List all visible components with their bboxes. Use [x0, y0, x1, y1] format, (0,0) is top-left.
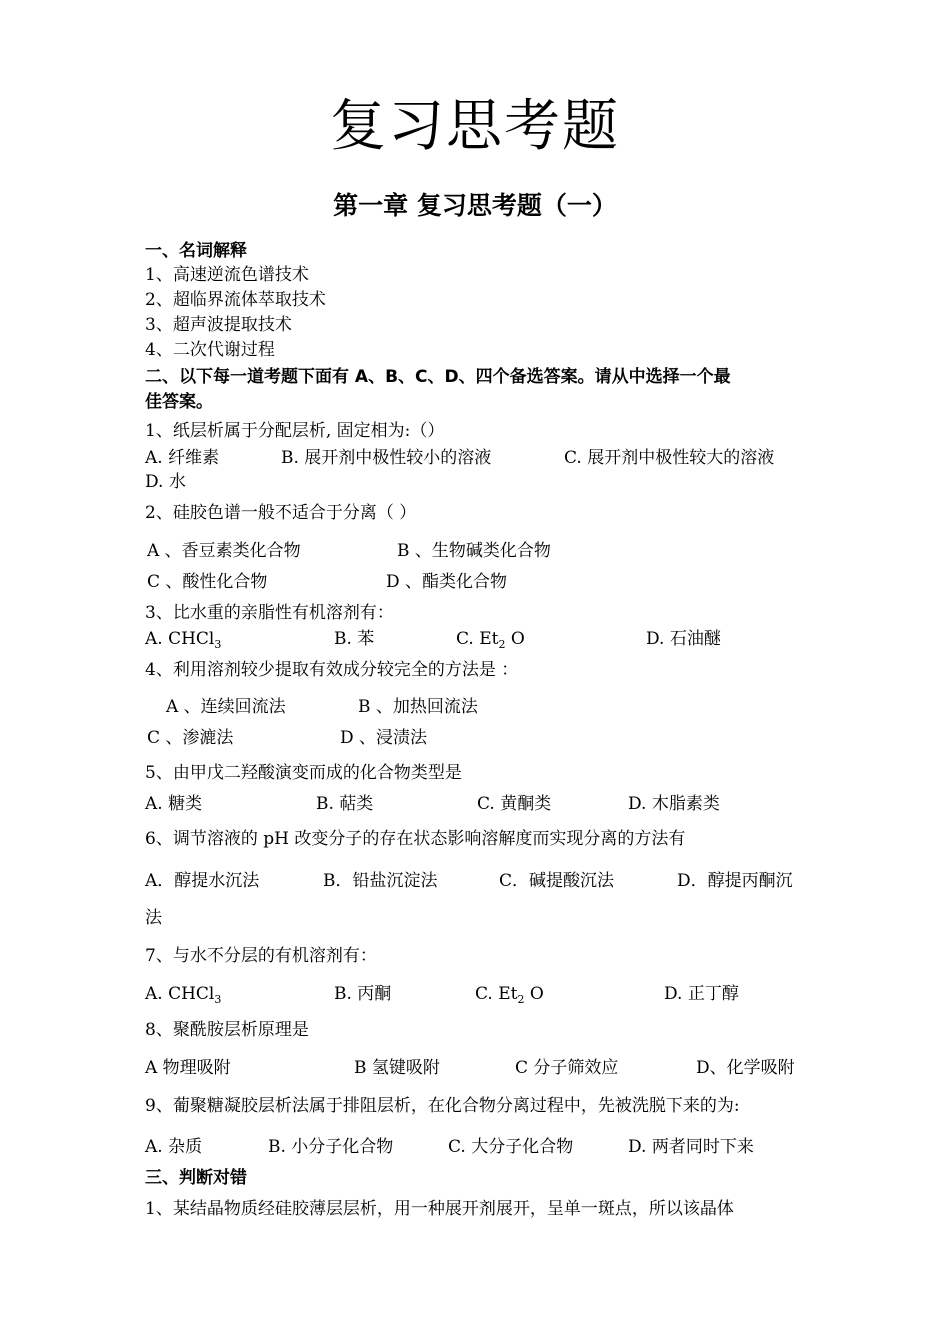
term-item: 3、超声波提取技术	[145, 315, 292, 335]
option-d: D. 水	[145, 472, 186, 492]
option-a: A 物理吸附	[145, 1058, 231, 1078]
option-d: D. 木脂素类	[628, 794, 720, 814]
option-c: C. $Et_2$ O	[456, 629, 525, 651]
option-c: C 、渗漉法	[147, 728, 234, 748]
option-d: D 、酯类化合物	[386, 572, 508, 592]
question-stem: 3、比水重的亲脂性有机溶剂有：	[145, 603, 394, 623]
section-heading-terms: 一、名词解释	[145, 241, 247, 261]
option-b: B 、生物碱类化合物	[397, 541, 551, 561]
option-d-continuation: 法	[145, 908, 162, 928]
option-c: C．碱提酸沉法	[499, 871, 615, 891]
option-d: D. 正丁醇	[664, 984, 739, 1004]
option-a: A 、连续回流法	[166, 697, 286, 717]
term-item: 1、高速逆流色谱技术	[145, 265, 309, 285]
option-c: C. 大分子化合物	[448, 1137, 574, 1157]
option-b: B．铅盐沉淀法	[323, 871, 438, 891]
term-item: 4、二次代谢过程	[145, 340, 275, 360]
option-a: A. 糖类	[145, 794, 203, 814]
option-c: C. 黄酮类	[477, 794, 552, 814]
question-stem: 9、葡聚糖凝胶层析法属于排阻层析，在化合物分离过程中，先被洗脱下来的为:	[145, 1096, 740, 1116]
option-b: B. 展开剂中极性较小的溶液	[281, 448, 492, 468]
option-d: D、化学吸附	[696, 1058, 795, 1078]
true-false-item: 1、某结晶物质经硅胶薄层层析，用一种展开剂展开，呈单一斑点，所以该晶体	[145, 1199, 734, 1219]
option-d: D 、浸渍法	[340, 728, 428, 748]
option-c: C. 展开剂中极性较大的溶液	[564, 448, 775, 468]
option-b: B. 萜类	[316, 794, 374, 814]
term-item: 2、超临界流体萃取技术	[145, 290, 326, 310]
question-stem: 4、利用溶剂较少提取有效成分较完全的方法是 ：	[145, 660, 519, 680]
chapter-title: 第一章 复习思考题（一）	[333, 191, 617, 220]
option-c: C 分子筛效应	[515, 1058, 619, 1078]
question-stem: 6、调节溶液的 pH 改变分子的存在状态影响溶解度而实现分离的方法有	[145, 829, 686, 849]
option-b: B. 苯	[334, 629, 375, 649]
option-a: A. CHCl$_3$	[145, 629, 222, 651]
option-b: B. 丙酮	[334, 984, 392, 1004]
option-a: A 、香豆素类化合物	[147, 541, 301, 561]
section-heading-choice: 二、以下每一道考题下面有 A、B、C、D、四个备选答案。请从中选择一个最	[145, 367, 731, 387]
option-a: A. 杂质	[145, 1137, 203, 1157]
option-b: B 氢键吸附	[354, 1058, 440, 1078]
option-c: C. $Et_2$ O	[475, 984, 544, 1006]
question-stem: 5、由甲戊二羟酸演变而成的化合物类型是	[145, 763, 462, 783]
option-a: A．醇提水沉法	[145, 871, 260, 891]
section-heading-choice-cont: 佳答案。	[145, 392, 213, 412]
question-stem: 2、硅胶色谱一般不适合于分离（ ）	[145, 503, 417, 523]
question-stem: 8、聚酰胺层析原理是	[145, 1020, 309, 1040]
option-d: D．醇提丙酮沉	[677, 871, 793, 891]
option-a: A. CHCl$_3$	[145, 984, 222, 1006]
option-c: C 、酸性化合物	[147, 572, 268, 592]
section-heading-true-false: 三、判断对错	[145, 1168, 247, 1188]
question-stem: 7、与水不分层的有机溶剂有：	[145, 946, 377, 966]
option-b: B 、加热回流法	[358, 697, 478, 717]
option-d: D. 石油醚	[646, 629, 721, 649]
option-b: B. 小分子化合物	[268, 1137, 394, 1157]
option-d: D. 两者同时下来	[628, 1137, 754, 1157]
page-title: 复习思考题	[330, 94, 620, 159]
question-stem: 1、纸层析属于分配层析, 固定相为:（）	[145, 421, 445, 441]
option-a: A. 纤维素	[145, 448, 220, 468]
